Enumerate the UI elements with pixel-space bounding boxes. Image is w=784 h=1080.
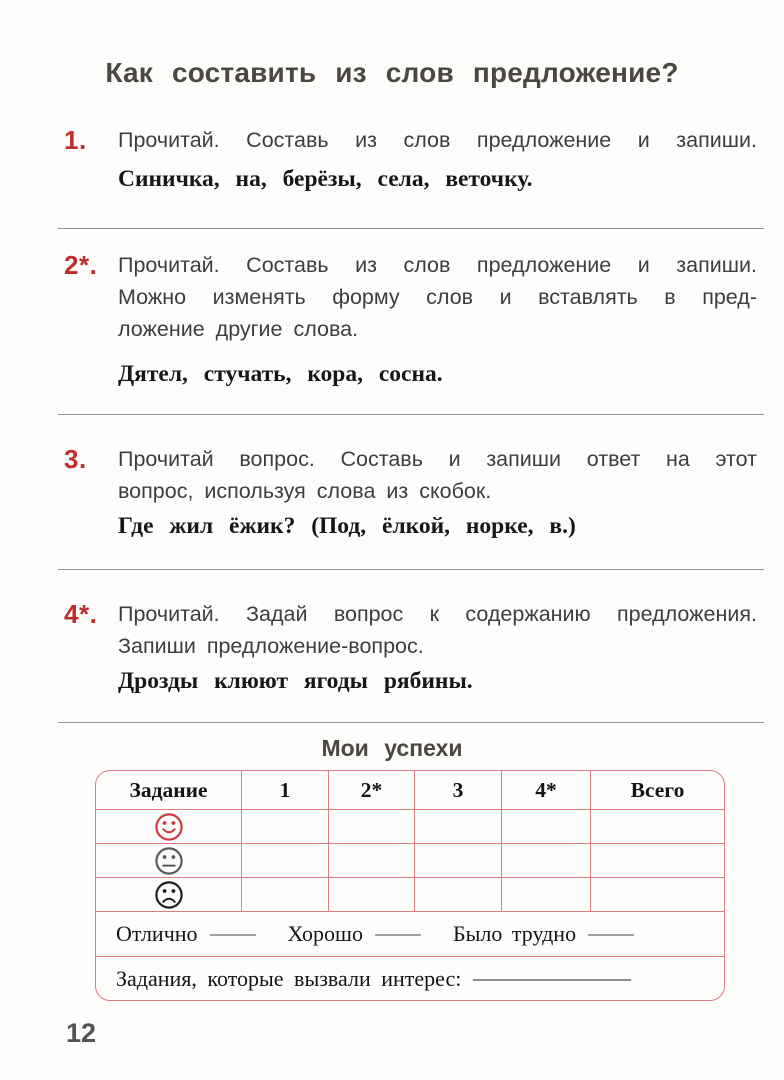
table-cell <box>591 878 724 911</box>
exercise-3-instruction-line-1: Прочитай вопрос. Составь и запиши ответ на этот <box>118 447 757 471</box>
happy-face-icon <box>96 810 242 843</box>
rating-row <box>96 912 724 957</box>
table-cell <box>591 844 724 877</box>
exercise-4 <box>64 598 757 696</box>
table-cell <box>415 844 502 877</box>
rating-label-excellent: Отлично <box>116 921 198 946</box>
exercise-4-material: Дрозды клюют ягоды рябины. <box>118 668 473 694</box>
exercise-4-body <box>118 598 757 696</box>
exercise-1-number: 1. <box>64 125 87 155</box>
success-section-title: Мои успехи <box>321 735 463 761</box>
header-cell-4: 4* <box>502 771 591 809</box>
exercise-2-body <box>118 249 757 389</box>
header-cell-total: Всего <box>630 777 685 802</box>
table-cell <box>502 844 591 877</box>
exercise-3-body <box>118 443 757 541</box>
exercise-2-instruction-line-3: ложение другие слова. <box>118 317 359 341</box>
header-cell-1: 1 <box>242 771 329 809</box>
interest-row <box>96 957 724 1000</box>
table-cell <box>329 810 415 843</box>
exercise-2-material: Дятел, стучать, кора, сосна. <box>118 361 443 387</box>
section-divider <box>58 414 764 415</box>
exercise-3 <box>64 443 757 541</box>
table-row-neutral <box>96 844 724 878</box>
success-table <box>95 770 725 1001</box>
exercise-4-instruction-line-2: Запиши предложение-вопрос. <box>118 634 424 658</box>
exercise-4-number: 4*. <box>64 599 98 629</box>
header-cell-2: 2* <box>329 771 415 809</box>
exercise-1-instruction: Прочитай. Составь из слов предложение и запиши. <box>118 128 757 152</box>
table-cell <box>502 878 591 911</box>
sad-face-icon <box>96 878 242 911</box>
interest-blank <box>473 977 631 981</box>
table-cell <box>242 844 329 877</box>
table-header-row <box>96 771 724 810</box>
interest-label: Задания, которые вызвали интерес: <box>116 965 462 991</box>
table-row-happy <box>96 810 724 844</box>
table-row-sad <box>96 878 724 912</box>
table-cell <box>591 810 724 843</box>
exercise-3-material: Где жил ёжик? (Под, ёлкой, норке, в.) <box>118 513 576 539</box>
exercise-3-instruction-line-2: вопрос, используя слова из скобок. <box>118 479 492 503</box>
exercise-2-instruction-line-2: Можно изменять форму слов и вставлять в пред- <box>118 285 757 309</box>
rating-blank-good <box>375 932 421 936</box>
table-cell <box>242 878 329 911</box>
exercise-1-body <box>118 124 757 194</box>
rating-label-hard: Было трудно <box>453 921 577 946</box>
rating-blank-excellent <box>210 932 256 936</box>
exercise-4-instruction-line-1: Прочитай. Задай вопрос к содержанию предложения. <box>118 602 757 626</box>
header-cell-task: Задание <box>96 771 242 809</box>
table-cell <box>415 878 502 911</box>
rating-blank-hard <box>588 932 634 936</box>
section-divider <box>58 722 764 723</box>
table-cell <box>329 844 415 877</box>
exercise-2-number: 2*. <box>64 250 98 280</box>
neutral-face-icon <box>96 844 242 877</box>
exercise-1-material: Синичка, на, берёзы, села, веточку. <box>118 166 533 192</box>
exercise-3-number: 3. <box>64 444 87 474</box>
table-cell <box>329 878 415 911</box>
page-title: Как составить из слов предложение? <box>105 57 679 88</box>
header-cell-3: 3 <box>415 771 502 809</box>
exercise-1 <box>64 124 757 194</box>
section-divider <box>58 569 764 570</box>
page-number: 12 <box>66 1018 97 1048</box>
section-divider <box>58 228 764 229</box>
table-cell <box>242 810 329 843</box>
table-cell <box>502 810 591 843</box>
rating-label-good: Хорошо <box>287 921 363 946</box>
exercise-2 <box>64 249 757 389</box>
exercise-2-instruction-line-1: Прочитай. Составь из слов предложение и запиши. <box>118 253 757 277</box>
table-cell <box>415 810 502 843</box>
